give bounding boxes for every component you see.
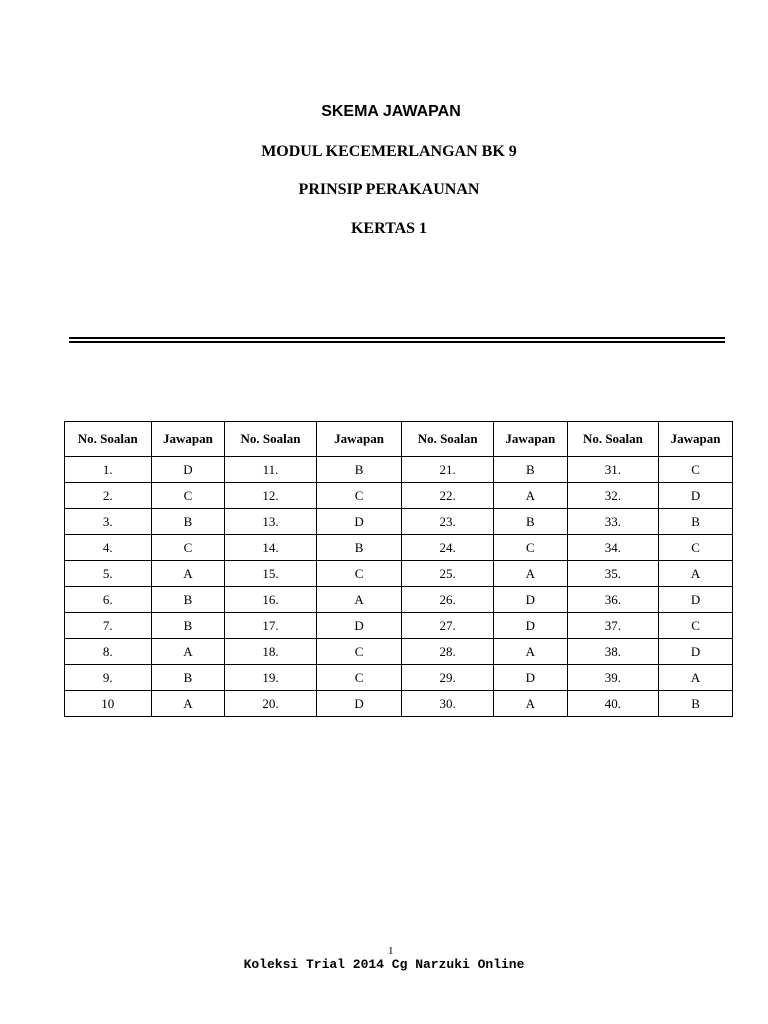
question-number-cell: 26.	[402, 587, 493, 613]
question-number-cell: 35.	[567, 561, 658, 587]
question-number-cell: 13.	[225, 509, 316, 535]
answer-cell: B	[316, 535, 402, 561]
answer-cell: C	[493, 535, 567, 561]
table-row	[65, 665, 733, 691]
answer-cell: A	[316, 587, 402, 613]
answer-cell: B	[151, 587, 225, 613]
question-number-cell: 19.	[225, 665, 316, 691]
question-number-cell: 34.	[567, 535, 658, 561]
question-number-cell: 27.	[402, 613, 493, 639]
answer-cell: B	[151, 509, 225, 535]
answer-cell: D	[659, 483, 733, 509]
question-number-cell: 12.	[225, 483, 316, 509]
question-number-cell: 28.	[402, 639, 493, 665]
question-number-cell: 11.	[225, 457, 316, 483]
document-title: SKEMA JAWAPAN	[321, 103, 461, 120]
answer-cell: D	[493, 613, 567, 639]
answer-cell: A	[659, 665, 733, 691]
question-number-cell: 33.	[567, 509, 658, 535]
column-header: Jawapan	[151, 422, 225, 457]
column-header: Jawapan	[659, 422, 733, 457]
question-number-cell: 6.	[65, 587, 152, 613]
table-row	[65, 691, 733, 717]
answer-cell: B	[151, 665, 225, 691]
question-number-cell: 21.	[402, 457, 493, 483]
answer-cell: C	[316, 665, 402, 691]
answer-cell: A	[151, 639, 225, 665]
table-row	[65, 613, 733, 639]
answer-cell: B	[151, 613, 225, 639]
question-number-cell: 38.	[567, 639, 658, 665]
column-header: Jawapan	[493, 422, 567, 457]
question-number-cell: 36.	[567, 587, 658, 613]
question-number-cell: 14.	[225, 535, 316, 561]
table-row	[65, 639, 733, 665]
column-header: No. Soalan	[567, 422, 658, 457]
table-row	[65, 483, 733, 509]
answer-cell: B	[493, 509, 567, 535]
answer-cell: B	[659, 509, 733, 535]
answer-cell: A	[659, 561, 733, 587]
answer-table-body	[65, 457, 733, 717]
question-number-cell: 4.	[65, 535, 152, 561]
subject-title: PRINSIP PERAKAUNAN	[298, 181, 480, 198]
answer-cell: C	[151, 483, 225, 509]
answer-cell: B	[493, 457, 567, 483]
question-number-cell: 17.	[225, 613, 316, 639]
answer-cell: D	[151, 457, 225, 483]
answer-cell: C	[316, 483, 402, 509]
table-row	[65, 457, 733, 483]
answer-cell: A	[493, 639, 567, 665]
answer-cell: A	[151, 561, 225, 587]
module-title: MODUL KECEMERLANGAN BK 9	[261, 143, 517, 160]
question-number-cell: 5.	[65, 561, 152, 587]
question-number-cell: 37.	[567, 613, 658, 639]
question-number-cell: 9.	[65, 665, 152, 691]
answer-cell: A	[493, 691, 567, 717]
answer-cell: A	[493, 483, 567, 509]
question-number-cell: 8.	[65, 639, 152, 665]
question-number-cell: 24.	[402, 535, 493, 561]
answer-cell: C	[659, 457, 733, 483]
answer-cell: D	[659, 587, 733, 613]
answer-table-header-row	[65, 422, 733, 457]
answer-cell: D	[659, 639, 733, 665]
question-number-cell: 2.	[65, 483, 152, 509]
answer-cell: D	[316, 613, 402, 639]
answer-table	[64, 421, 733, 717]
question-number-cell: 16.	[225, 587, 316, 613]
question-number-cell: 10	[65, 691, 152, 717]
answer-cell: C	[316, 639, 402, 665]
answer-cell: B	[316, 457, 402, 483]
question-number-cell: 40.	[567, 691, 658, 717]
answer-cell: C	[316, 561, 402, 587]
question-number-cell: 23.	[402, 509, 493, 535]
column-header: Jawapan	[316, 422, 402, 457]
table-row	[65, 587, 733, 613]
answer-cell: A	[493, 561, 567, 587]
table-row	[65, 535, 733, 561]
question-number-cell: 32.	[567, 483, 658, 509]
question-number-cell: 18.	[225, 639, 316, 665]
answer-cell: D	[316, 509, 402, 535]
question-number-cell: 3.	[65, 509, 152, 535]
divider-line-top	[69, 337, 725, 339]
page-number: 1	[388, 945, 394, 957]
question-number-cell: 39.	[567, 665, 658, 691]
answer-cell: D	[316, 691, 402, 717]
question-number-cell: 22.	[402, 483, 493, 509]
answer-cell: C	[151, 535, 225, 561]
answer-cell: D	[493, 587, 567, 613]
column-header: No. Soalan	[225, 422, 316, 457]
table-row	[65, 509, 733, 535]
column-header: No. Soalan	[65, 422, 152, 457]
question-number-cell: 25.	[402, 561, 493, 587]
answer-cell: A	[151, 691, 225, 717]
divider-line-bottom	[69, 341, 725, 343]
table-row	[65, 561, 733, 587]
question-number-cell: 31.	[567, 457, 658, 483]
column-header: No. Soalan	[402, 422, 493, 457]
answer-cell: D	[493, 665, 567, 691]
question-number-cell: 20.	[225, 691, 316, 717]
footer-text: Koleksi Trial 2014 Cg Narzuki Online	[243, 957, 525, 972]
question-number-cell: 30.	[402, 691, 493, 717]
question-number-cell: 7.	[65, 613, 152, 639]
question-number-cell: 1.	[65, 457, 152, 483]
question-number-cell: 15.	[225, 561, 316, 587]
paper-title: KERTAS 1	[350, 220, 428, 237]
answer-cell: C	[659, 535, 733, 561]
answer-cell: B	[659, 691, 733, 717]
question-number-cell: 29.	[402, 665, 493, 691]
answer-cell: C	[659, 613, 733, 639]
